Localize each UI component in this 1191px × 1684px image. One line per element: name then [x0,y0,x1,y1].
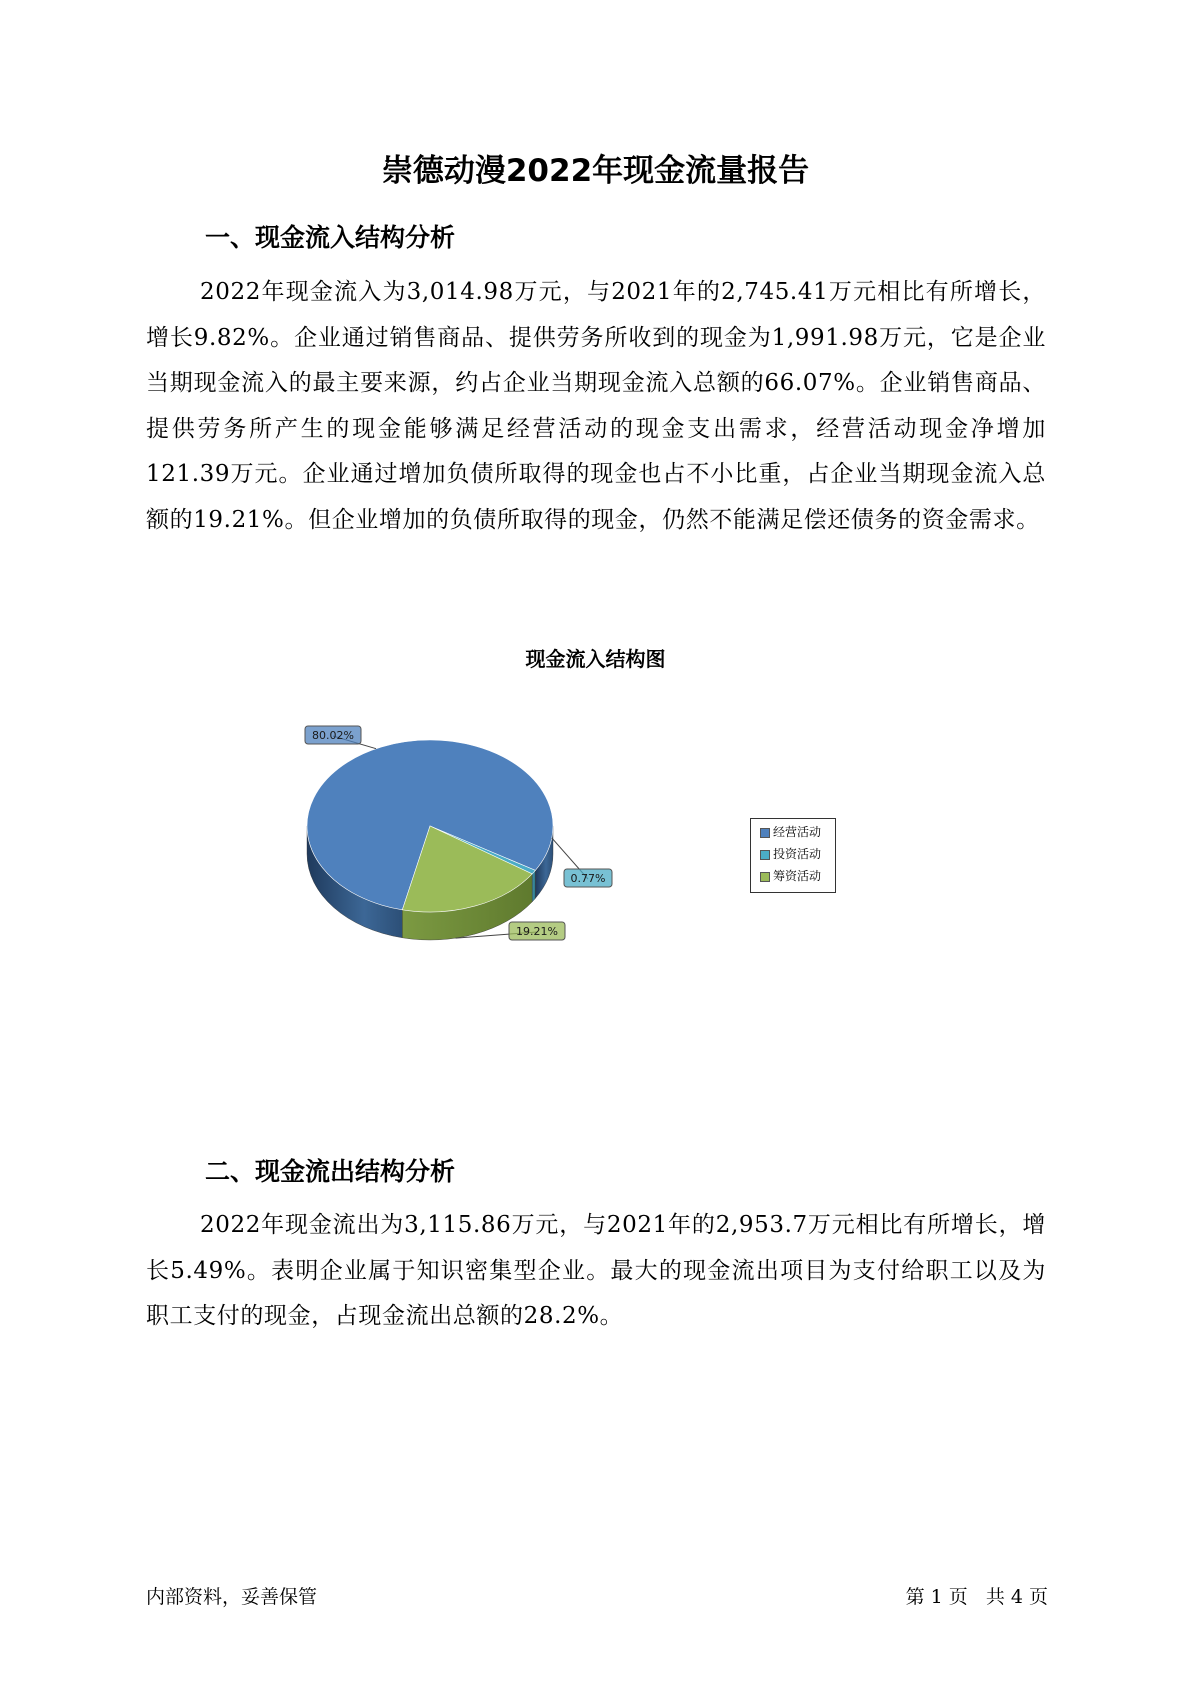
chart-title: 现金流入结构图 [525,647,666,671]
section-paragraph-cash-outflow: 2022年现金流出为3,115.86万元，与2021年的2,953.7万元相比有所增长，增长5.49%。表明企业属于知识密集型企业。最大的现金流出项目为支付给职工以及为职工支付的现金，占现金流出总额的28.2%。 [146,1212,1046,1329]
pie-chart [0,700,1191,960]
legend-swatch-investing [760,850,770,860]
document-title: 崇德动漫2022年现金流量报告 [381,153,810,189]
footer-page-prefix: 第 [905,1586,925,1608]
section-heading-cash-inflow: 一、现金流入结构分析 [205,223,456,252]
footer-confidential-note: 内部资料，妥善保管 [146,1586,318,1608]
pie-label-text-investing: 0.77% [570,872,606,885]
pie-label-text-operating: 80.02% [312,729,354,742]
chart-legend [750,818,836,893]
footer-page-number: 1 [930,1586,943,1608]
pie-slice-side-investing [532,870,535,902]
footer-total-pages: 4 [1010,1586,1023,1608]
legend-item-operating [751,823,835,842]
section-paragraph-cash-inflow: 2022年现金流入为3,014.98万元，与2021年的2,745.41万元相比有所增长，增长9.82%。企业通过销售商品、提供劳务所收到的现金为1,991.98万元，它是企业当期现金流入的最主要来源，约占企业当期现金流入总额的66.07%。企业销售商品、提供劳务所产生的现金能够满足经营活动的现金支出需求，经营活动现金净增加121.39万元。企业通过增加负债所取得的现金也占不小比重，占企业当期现金流入总额的19.21%。但企业增加的负债所取得的现金，仍然不能满足偿还债务的资金需求。 [146,279,1046,533]
footer-page-info [903,1582,1051,1609]
legend-label-operating: 经营活动 [773,825,822,839]
section-heading-cash-outflow: 二、现金流出结构分析 [205,1157,456,1186]
legend-label-financing: 筹资活动 [773,869,822,883]
legend-label-investing: 投资活动 [773,847,822,861]
legend-item-investing [751,845,835,864]
legend-swatch-financing [760,872,770,882]
footer-total-prefix: 共 [985,1586,1005,1608]
pie-label-operating [305,726,361,744]
legend-swatch-operating [760,828,770,838]
pie-label-text-financing: 19.21% [516,925,558,938]
legend-item-financing [751,867,835,886]
footer-total-unit: 页 [1028,1586,1048,1608]
pie-label-financing [509,922,565,940]
pie-label-investing [564,869,612,887]
footer-page-unit: 页 [948,1586,968,1608]
